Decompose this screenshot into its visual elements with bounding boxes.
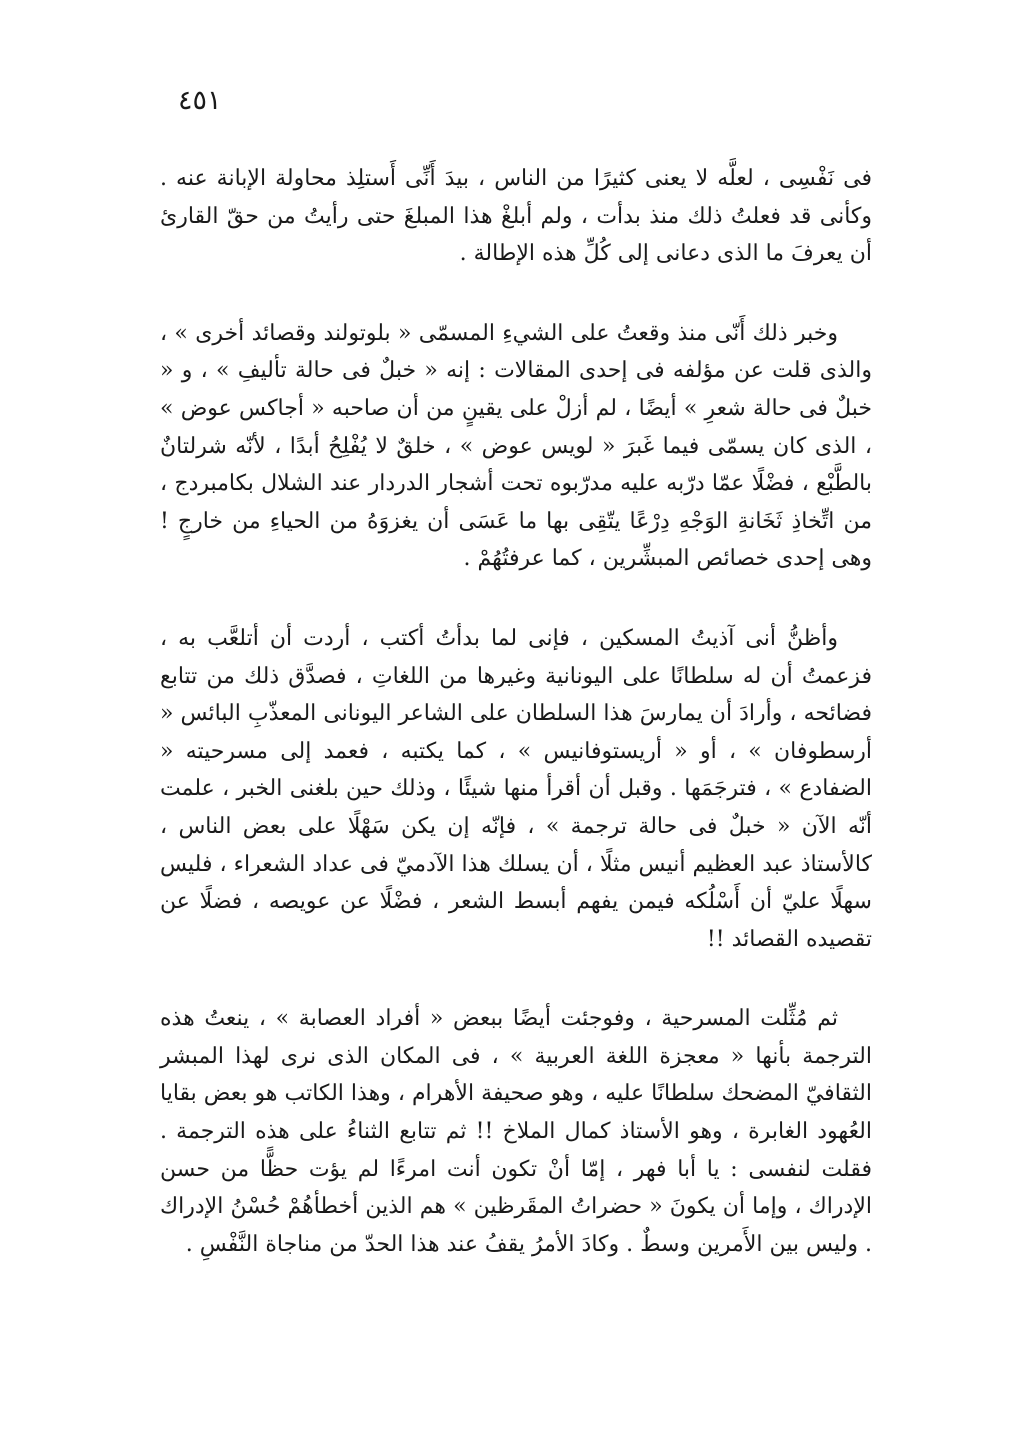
paragraph-2: وخبر ذلك أَنّى منذ وقعتُ على الشيءِ المسمّى « بلوتولند وقصائد أخرى » ، والذى قلت عن مؤلفه فى إحدى المقالات : إنه « خبلٌ فى حالة تأليفِ » ، و « خبلٌ فى حالة شعرِ » أيضًا ، لم أزلْ على يقينٍ من أن صاحبه « أجاكس عوض » ، الذى كان يسمّى فيما غَبرَ « لويس عوض » ، خلقٌ لا يُفْلِحُ أبدًا ، لأنّه شرلتانٌ بالطَّبْع ، فضْلًا عمّا درّبه عليه مدرّبوه تحت أشجار الدردار عند الشلال بكامبردج ، من اتِّخاذِ ثَخَانةِ الوَجْهِ دِرْعًا يتّقِى بها ما عَسَى أن يغزوَهُ من الحياءِ من خارجٍ ! وهى إحدى خصائص المبشِّرين ، كما عرفتُهُمْ .	[160, 320, 872, 572]
paragraph-1: فى نَفْسِى ، لعلَّه لا يعنى كثيرًا من الناس ، بيدَ أَنِّى أَستلِذ محاولة الإبانة عنه . وكأنى قد فعلتُ ذلك منذ بدأت ، ولم أبلغْ هذا المبلغَ حتى رأيتُ من حقّ القارئ أن يعرفَ ما الذى دعانى إلى كُلِّ هذه الإطالة .	[160, 166, 872, 267]
page-number: ٤٥١	[178, 85, 222, 116]
page-body	[160, 160, 872, 1263]
paragraph-3: وأظنُّ أنى آذيتُ المسكين ، فإنى لما بدأتُ أكتب ، أردت أن أتلعَّب به ، فزعمتُ أن له سلطانًا على اليونانية وغيرها من اللغاتِ ، فصدَّق ذلك من تتابع فضائحه ، وأرادَ أن يمارسَ هذا السلطان على الشاعر اليونانى المعذّبِ البائس « أرسطوفان » ، أو « أريستوفانيس » ، كما يكتبه ، فعمد إلى مسرحيته « الضفادع » ، فترجَمَها . وقبل أن أقرأ منها شيئًا ، وذلك حين بلغنى الخبر ، علمت أنّه الآن « خبلٌ فى حالة ترجمة » ، فإنّه إن يكن سَهْلًا على بعض الناس ، كالأستاذ عبد العظيم أنيس مثلًا ، أن يسلك هذا الآدميّ فى عداد الشعراء ، فليس سهلًا عليّ أن أَسْلُكه فيمن يفهم أبسط الشعر ، فضْلًا عن عويصه ، فضلًا عن تقصيده القصائد !!	[160, 625, 872, 952]
paragraph-4: ثم مُثِّلت المسرحية ، وفوجئت أيضًا ببعض « أفراد العصابة » ، ينعتُ هذه الترجمة بأنها « معجزة اللغة العربية » ، فى المكان الذى نرى لهذا المبشر الثقافيّ المضحك سلطانًا عليه ، وهو صحيفة الأهرام ، وهذا الكاتب هو بعض بقايا العُهود الغابرة ، وهو الأستاذ كمال الملاخ !! ثم تتابع الثناءُ على هذه الترجمة . فقلت لنفسى : يا أبا فهر ، إمّا أنْ تكون أنت امرءًا لم يؤت حظًّا من حسن الإدراك ، وإما أن يكونَ « حضراتُ المقَرظين » هم الذين أخطأهُمْ حُسْنُ الإدراك . وليس بين الأَمرين وسطٌ . وكادَ الأمرُ يقفُ عند هذا الحدّ من مناجاة النَّفْسِ .	[160, 1006, 873, 1257]
